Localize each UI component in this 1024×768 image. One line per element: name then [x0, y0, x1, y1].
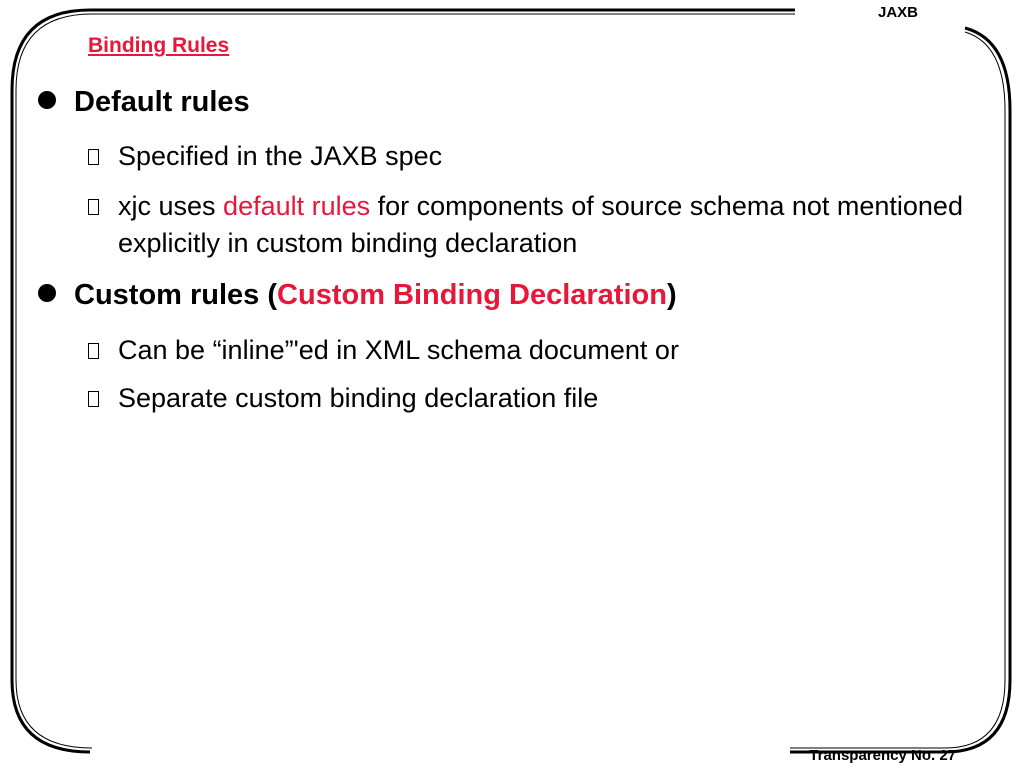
sub-bullet-spec: [86, 138, 966, 175]
bullet-text-close: ): [666, 279, 677, 311]
text-part: for components of source schema not mentioned explicitly in custom binding declaration: [118, 191, 963, 258]
bullet-custom-rules: [38, 279, 677, 312]
bullet-dot-icon: [38, 284, 56, 302]
highlight-custom-binding: Custom Binding Declaration: [277, 279, 667, 311]
square-marker-icon: [88, 391, 99, 407]
sub-bullet-text: [118, 188, 966, 262]
sub-bullet-xjc: [86, 188, 966, 262]
square-marker-icon: [88, 149, 99, 165]
bullet-text: Custom rules (: [74, 279, 278, 311]
sub-bullet-text: Separate custom binding declaration file: [118, 383, 599, 413]
highlight-default-rules: default rules: [223, 191, 371, 221]
sub-bullet-inline: [86, 332, 966, 369]
bullet-text: Default rules: [74, 86, 250, 118]
bullet-default-rules: [38, 86, 250, 119]
footer-label: Transparency No. 27: [809, 747, 956, 764]
text-part: xjc uses: [118, 191, 224, 221]
header-label: JAXB: [877, 4, 918, 21]
bullet-dot-icon: [38, 91, 56, 109]
square-marker-icon: [88, 199, 99, 215]
sub-bullet-text: Can be “inline”'ed in XML schema document or: [118, 335, 679, 365]
sub-bullet-separate: [86, 380, 966, 417]
sub-bullet-text: Specified in the JAXB spec: [118, 141, 443, 171]
slide-title: Binding Rules: [88, 34, 230, 57]
square-marker-icon: [88, 343, 99, 359]
